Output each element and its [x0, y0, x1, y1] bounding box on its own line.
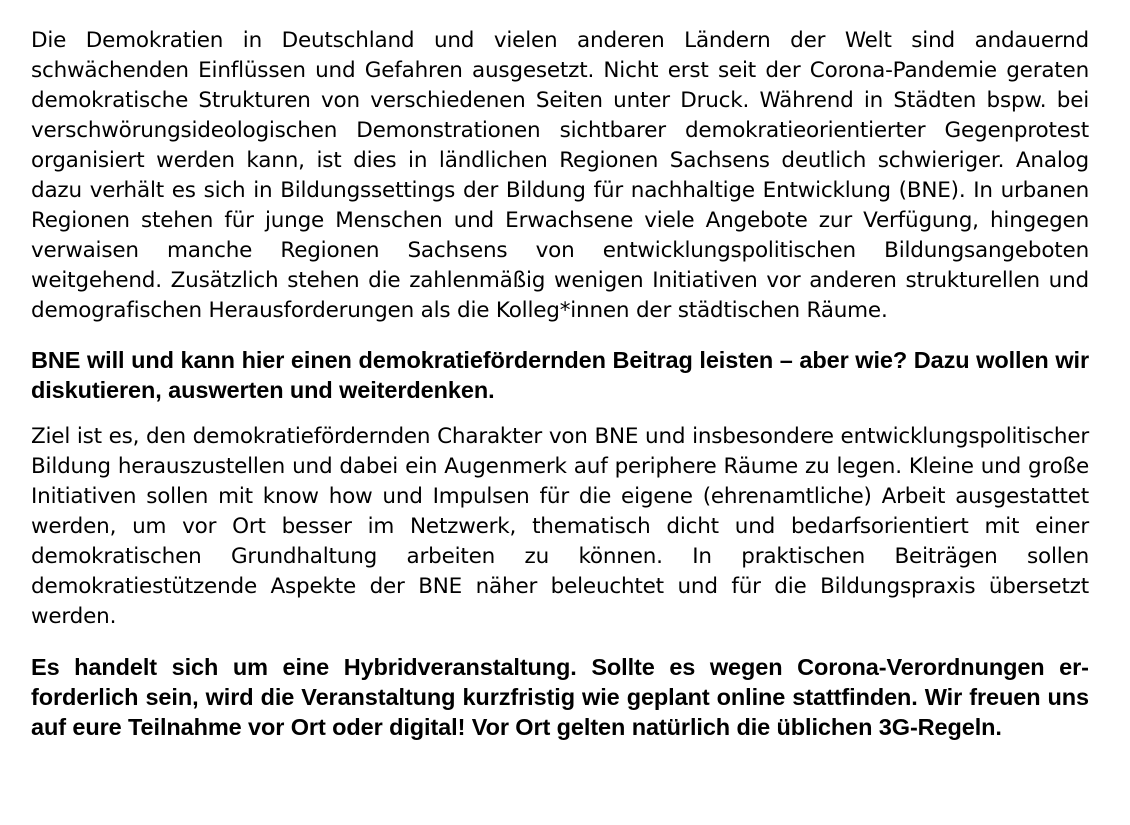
- intro-paragraph: Die Demokratien in Deutschland und vielen anderen Ländern der Welt sind andauernd schwächenden Einflüssen und Gefahren ausgesetzt. Nicht erst seit der Corona-Pandemie geraten demokratische Strukturen von verschiedenen Seiten unter Druck. Während in Städten bspw. bei verschwörungsideologischen Demonstrationen sichtbarer demokratieorientierter Gegenprotest organisiert werden kann, ist dies in ländlichen Regionen Sachsens deutlich schwieriger. Analog dazu verhält es sich in Bildungssettings der Bildung für nachhaltige Entwicklung (BNE). In urbanen Regionen stehen für junge Menschen und Erwachsene viele Angebote zur Verfügung, hingegen verwaisen manche Regionen Sachsens von entwicklungspolitischen Bildungsangeboten weitgehend. Zusätzlich stehen die zahlenmäßig wenigen Initiativen vor anderen strukturellen und demografischen Herausforderungen als die Kolleg*innen der städtischen Räume.: [31, 28, 1089, 323]
- bold-statement-question: BNE will und kann hier einen demokratiefördernden Beitrag leisten – aber wie? Dazu wollen wir diskutieren, auswerten und weiterdenken.: [31, 347, 1089, 403]
- document-body: [31, 26, 1089, 742]
- spacer: [31, 326, 1089, 345]
- spacer: [31, 632, 1089, 652]
- spacer: [31, 405, 1089, 422]
- bold-statement-hybrid-event: Es handelt sich um eine Hybridveranstaltung. Sollte es wegen Corona-Verordnungen erforderlich sein, wird die Veranstaltung kurzfristig wie geplant online stattfinden. Wir freuen uns auf eure Teilnahme vor Ort oder digital! Vor Ort gelten natürlich die üblichen 3G-Regeln.: [31, 654, 1089, 740]
- goal-paragraph: Ziel ist es, den demokratiefördernden Charakter von BNE und insbesondere entwicklungspolitischer Bildung herauszustellen und dabei ein Augenmerk auf periphere Räume zu legen. Kleine und große Initiativen sollen mit know how und Impulsen für die eigene (ehrenamtliche) Arbeit ausgestattet werden, um vor Ort besser im Netzwerk, thematisch dicht und bedarfsorientiert mit einer demokratischen Grundhaltung arbeiten zu können. In praktischen Beiträgen sollen demokratiestützende Aspekte der BNE näher beleuchtet und für die Bildungspraxis übersetzt werden.: [31, 424, 1089, 629]
